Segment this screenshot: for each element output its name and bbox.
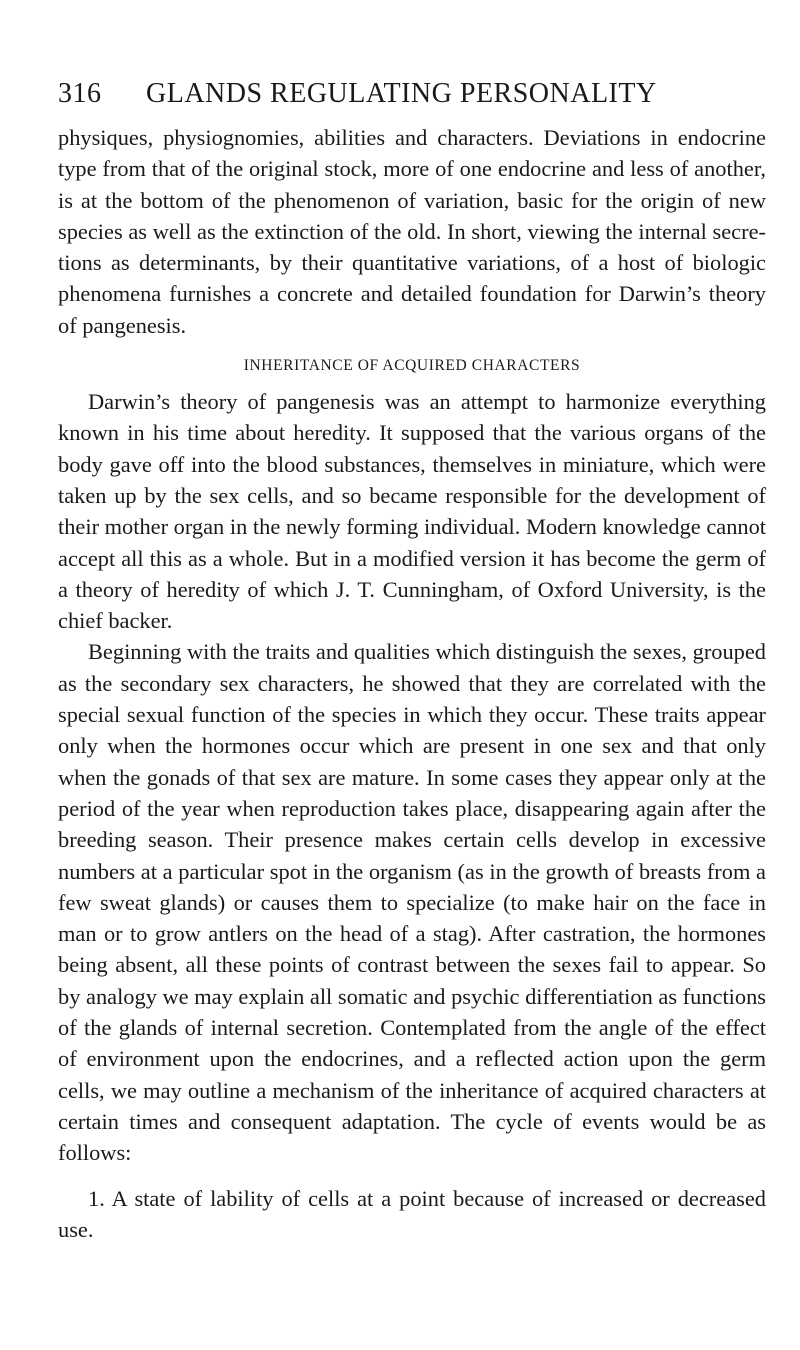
paragraph-continuation: physiques, physiognomies, abilities and characters. Deviations in endocrine type from that of the original stock, more of one endocrine and less of another, is at the bottom of the phenomenon of variation, basic for the origin of new species as well as the extinction of the old. In short, viewing the internal secretions as determinants, by their quantitative variations, of a host of biologic phenomena furnishes a concrete and detailed foundation for Darwin’s theory of pangenesis. bbox=[58, 125, 766, 338]
numbered-list-item: 1. A state of lability of cells at a point because of increased or decreased use. bbox=[58, 1185, 766, 1242]
section-heading: INHERITANCE OF ACQUIRED CHARACTERS bbox=[243, 357, 581, 375]
paragraph-sex-characters: Beginning with the traits and qualities which distinguish the sexes, grouped as the secondary sex characters, he showed that they are correlated with the special sexual function of the species in which they occur. These traits appear only when the hormones occur which are present in one sex and that only when the gonads of that sex are mature. In some cases they appear only at the period of the year when reproduction takes place, disappearing again after the breeding season. Their presence makes certain cells develop in excessive numbers at a particular spot in the organism (as in the growth of breasts from a few sweat glands) or causes them to specialize (to make hair on the face in man or to grow antlers on the head of a stag). After castration, the hormones being absent, all these points of contrast between the sexes fail to appear. So by analogy we may explain all somatic and psychic differentiation as functions of the glands of internal secretion. Contemplated from the angle of the effect of environment upon the endocrines, and a reflected action upon the germ cells, we may outline a mechanism of the inheritance of acquired characters at certain times and consequent adaptation. The cycle of events would be as follows: bbox=[58, 639, 766, 1166]
book-page bbox=[58, 78, 766, 1245]
page-number: 316 bbox=[58, 78, 102, 109]
paragraph-pangenesis: Darwin’s theory of pangenesis was an attempt to harmonize everything known in his time about heredity. It supposed that the various organs of the body gave off into the blood substances, themselves in miniature, which were taken up by the sex cells, and so became responsible for the development of their mother organ in the newly forming individual. Modern knowledge cannot accept all this as a whole. But in a modified version it has become the germ of a theory of heredity of which J. T. Cunningham, of Oxford University, is the chief backer. bbox=[58, 389, 766, 634]
running-head-title: GLANDS REGULATING PERSONALITY bbox=[146, 78, 657, 109]
running-head bbox=[58, 78, 766, 118]
